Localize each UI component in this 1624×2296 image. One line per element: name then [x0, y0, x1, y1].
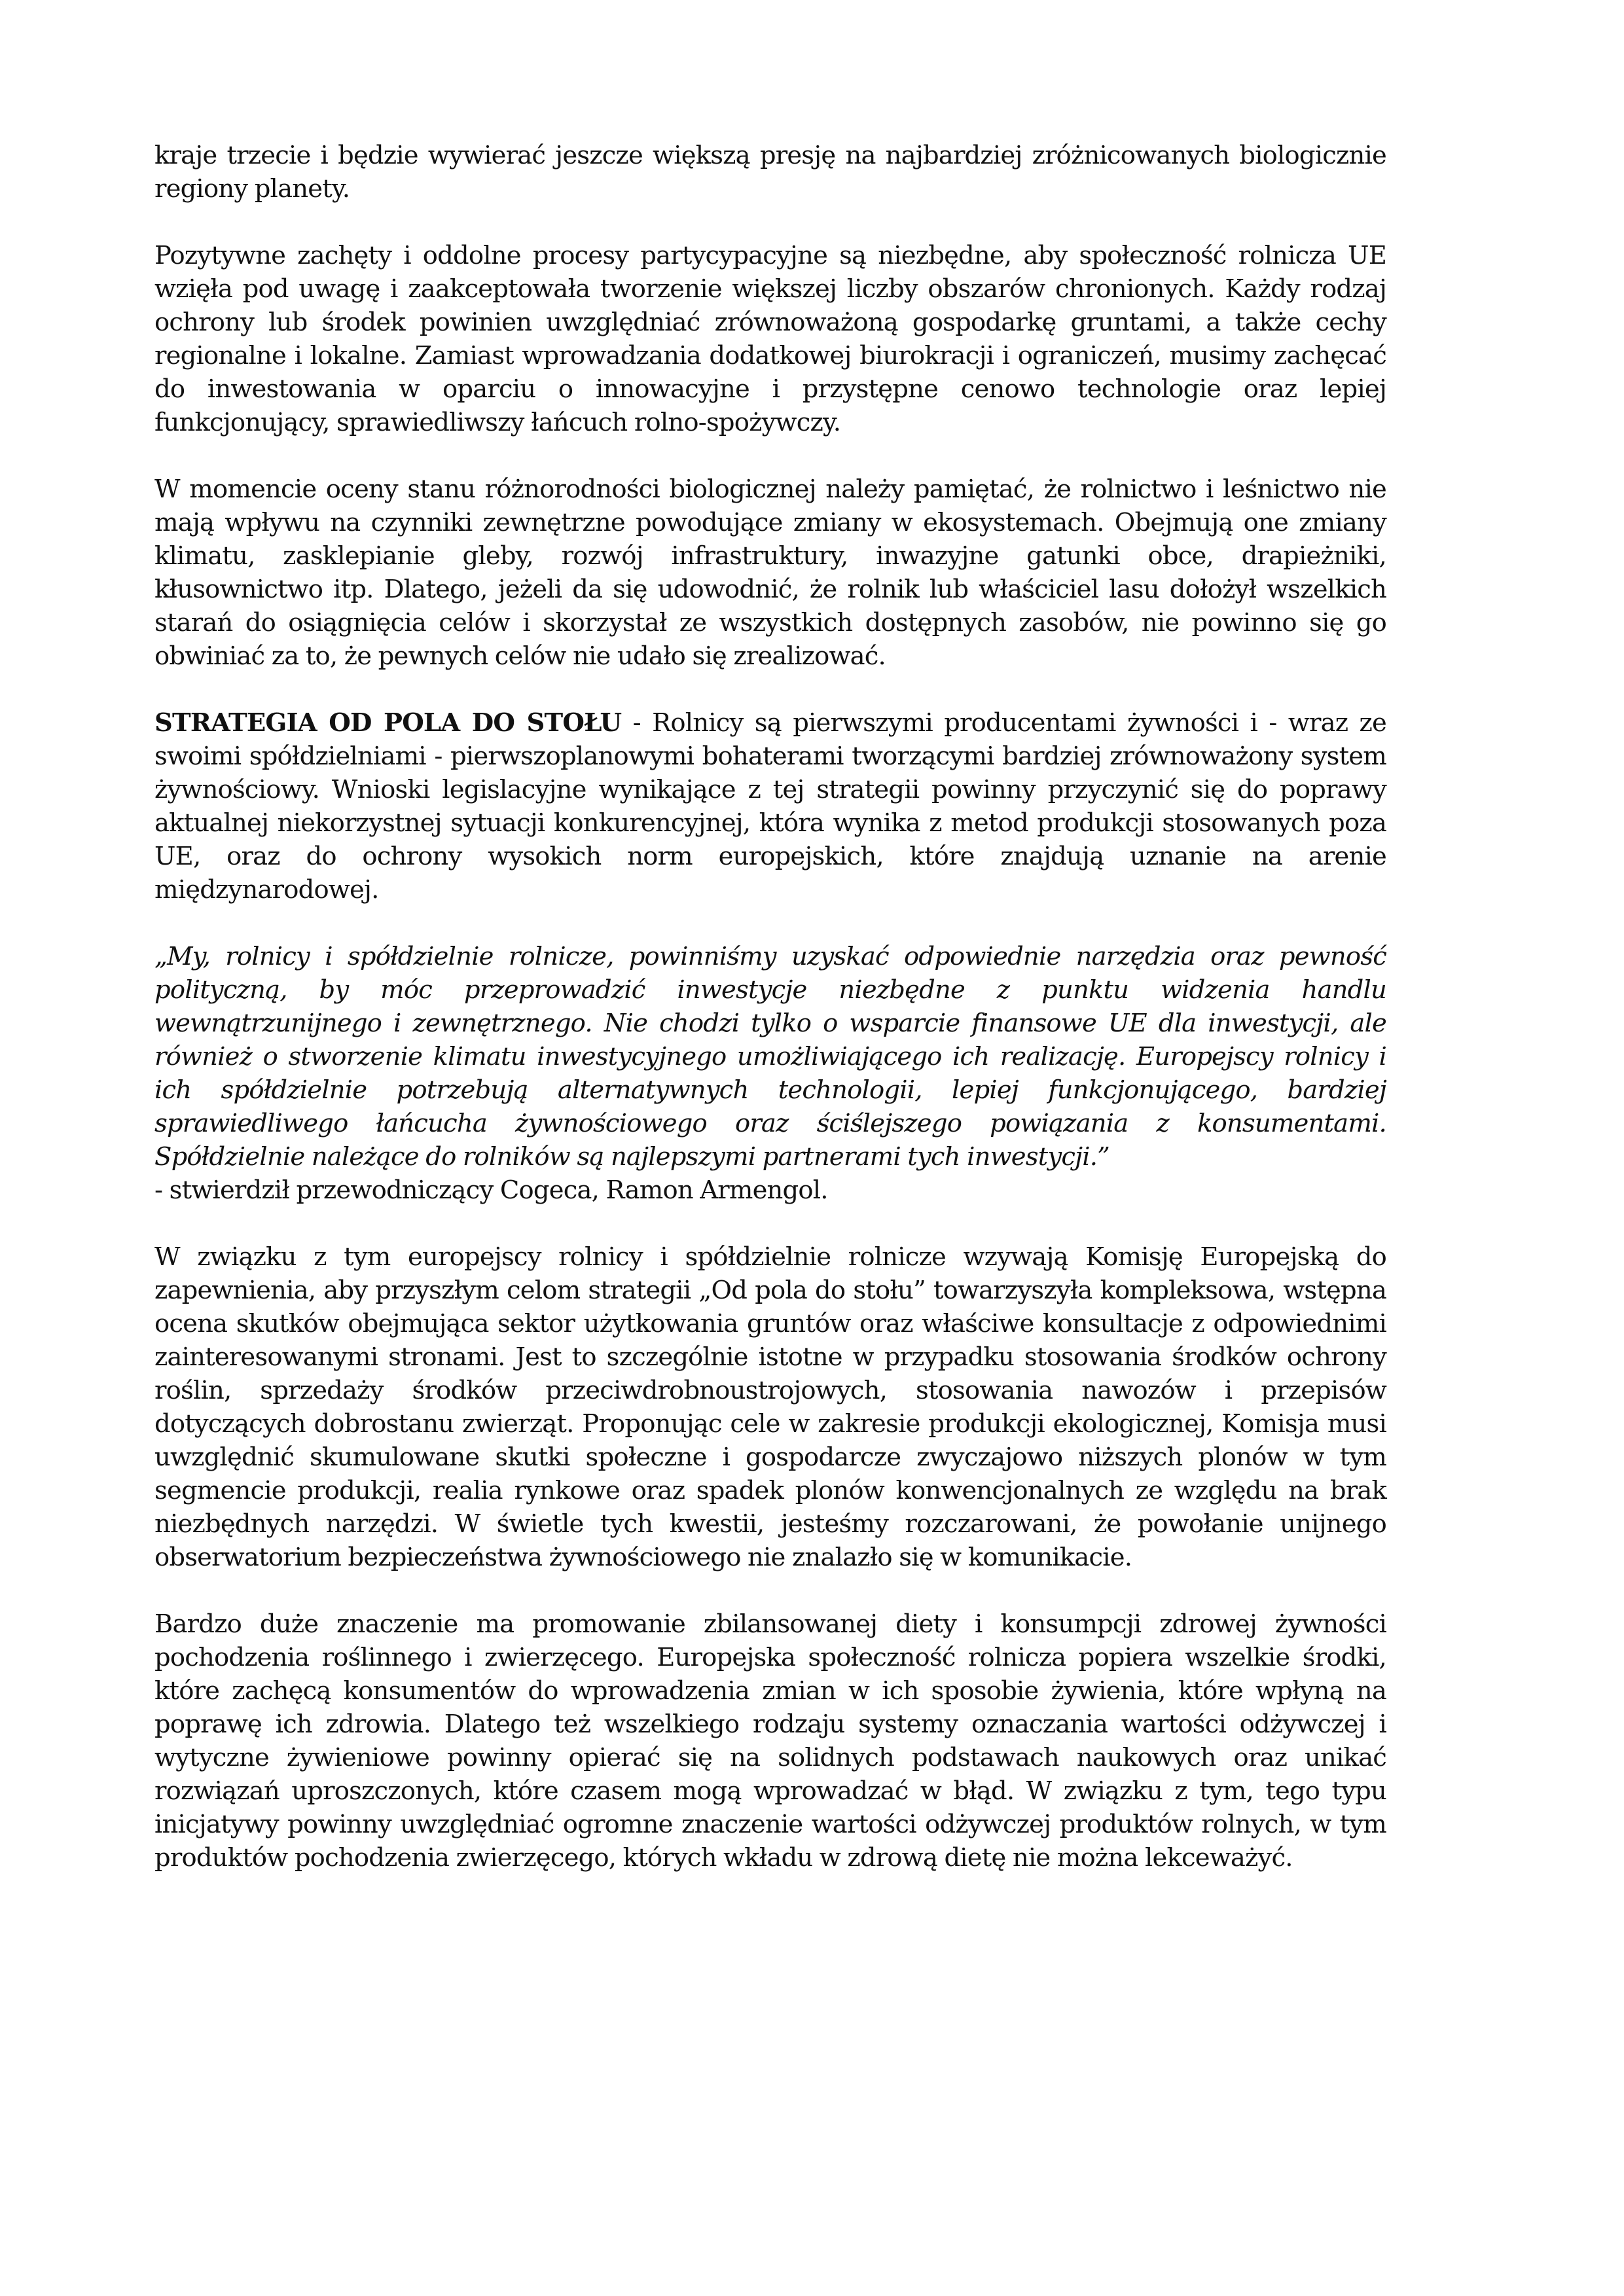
quote-attribution: - stwierdził przewodniczący Cogeca, Ramon Armengol. [154, 1175, 828, 1205]
quote-cogeca-chairman: „My, rolnicy i spółdzielnie rolnicze, powinniśmy uzyskać odpowiednie narzędzia oraz pewność polityczną, by móc przeprowadzić inwestycje niezbędne z punktu widzenia handlu wewnątrzunijnego i zewnętrznego. Nie chodzi tylko o wsparcie finansowe UE dla inwestycji, ale również o stworzenie klimatu inwestycyjnego umożliwiającego ich realizację. Europejscy rolnicy i ich spółdzielnie potrzebują alternatywnych technologii, lepiej funkcjonującego, bardziej sprawiedliwego łańcucha żywnościowego oraz ściślejszego powiązania z konsumentami. Spółdzielnie należące do rolników są najlepszymi partnerami tych inwestycji.” [154, 942, 1386, 1172]
farm-to-fork-body: - Rolnicy są pierwszymi producentami żywności i - wraz ze swoimi spółdzielniami - pierwszoplanowymi bohaterami tworzącymi bardziej zrównoważony system żywnościowy. Wnioski legislacyjne wynikające z tej strategii powinny przyczynić się do poprawy aktualnej niekorzystnej sytuacji konkurencyjnej, która wynika z metod produkcji stosowanych poza UE, oraz do ochrony wysokich norm europejskich, które znajdują uznanie na arenie międzynarodowej. [154, 708, 1386, 905]
section-heading-farm-to-fork: STRATEGIA OD POLA DO STOŁU [154, 708, 622, 738]
paragraph-positive-incentives: Pozytywne zachęty i oddolne procesy partycypacyjne są niezbędne, aby społeczność rolnicza UE wzięła pod uwagę i zaakceptowała tworzenie większej liczby obszarów chronionych. Każdy rodzaj ochrony lub środek powinien uwzględniać zrównoważoną gospodarkę gruntami, a także cechy regionalne i lokalne. Zamiast wprowadzania dodatkowej biurokracji i ograniczeń, musimy zachęcać do inwestowania w oparciu o innowacyjne i przystępne cenowo technologie oraz lepiej funkcjonujący, sprawiedliwszy łańcuch rolno-spożywczy. [154, 241, 1386, 437]
paragraph-biodiversity-assessment: W momencie oceny stanu różnorodności biologicznej należy pamiętać, że rolnictwo i leśnictwo nie mają wpływu na czynniki zewnętrzne powodujące zmiany w ekosystemach. Obejmują one zmiany klimatu, zasklepianie gleby, rozwój infrastruktury, inwazyjne gatunki obce, drapieżniki, kłusownictwo itp. Dlatego, jeżeli da się udowodnić, że rolnik lub właściciel lasu dołożył wszelkich starań do osiągnięcia celów i skorzystał ze wszystkich dostępnych zasobów, nie powinno się go obwiniać za to, że pewnych celów nie udało się zrealizować. [154, 475, 1386, 671]
paragraph-impact-assessment-call: W związku z tym europejscy rolnicy i spółdzielnie rolnicze wzywają Komisję Europejską do zapewnienia, aby przyszłym celom strategii „Od pola do stołu” towarzyszyła kompleksowa, wstępna ocena skutków obejmująca sektor użytkowania gruntów oraz właściwe konsultacje z odpowiednimi zainteresowanymi stronami. Jest to szczególnie istotne w przypadku stosowania środków ochrony roślin, sprzedaży środków przeciwdrobnoustrojowych, stosowania nawozów i przepisów dotyczących dobrostanu zwierząt. Proponując cele w zakresie produkcji ekologicznej, Komisja musi uwzględnić skumulowane skutki społeczne i gospodarcze zwyczajowo niższych plonów w tym segmencie produkcji, realia rynkowe oraz spadek plonów konwencjonalnych ze względu na brak niezbędnych narzędzi. W świetle tych kwestii, jesteśmy rozczarowani, że powołanie unijnego obserwatorium bezpieczeństwa żywnościowego nie znalazło się w komunikacie. [154, 1242, 1386, 1572]
document-page [154, 139, 1386, 1908]
paragraph-balanced-diet: Bardzo duże znaczenie ma promowanie zbilansowanej diety i konsumpcji zdrowej żywności pochodzenia roślinnego i zwierzęcego. Europejska społeczność rolnicza popiera wszelkie środki, które zachęcą konsumentów do wprowadzenia zmian w ich sposobie żywienia, które wpłyną na poprawę ich zdrowia. Dlatego też wszelkiego rodzaju systemy oznaczania wartości odżywczej i wytyczne żywieniowe powinny opierać się na solidnych podstawach naukowych oraz unikać rozwiązań uproszczonych, które czasem mogą wprowadzać w błąd. W związku z tym, tego typu inicjatywy powinny uwzględniać ogromne znaczenie wartości odżywczej produktów rolnych, w tym produktów pochodzenia zwierzęcego, których wkładu w zdrową dietę nie można lekceważyć. [154, 1609, 1386, 1873]
paragraph-biodiversity-pressure: kraje trzecie i będzie wywierać jeszcze większą presję na najbardziej zróżnicowanych biologicznie regiony planety. [154, 141, 1386, 204]
paragraph-farm-to-fork [154, 706, 1386, 906]
